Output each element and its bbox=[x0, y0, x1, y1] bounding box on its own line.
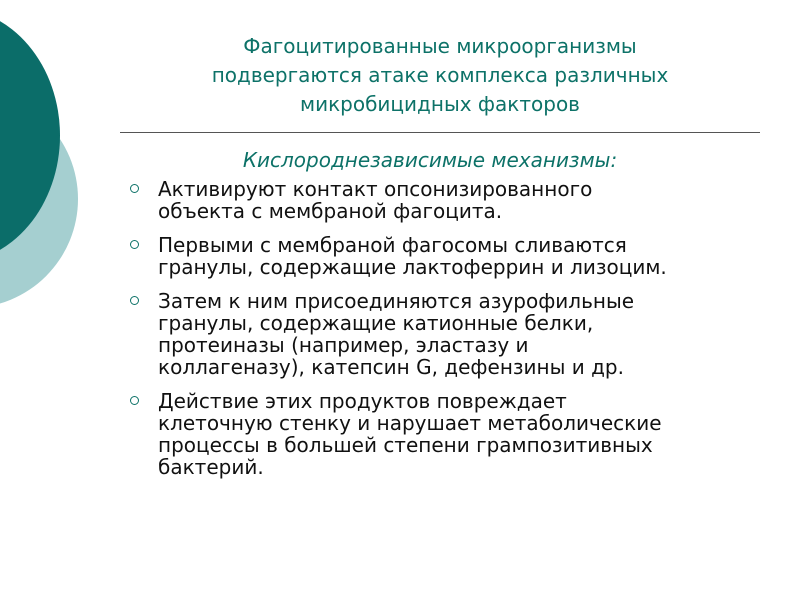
bullet-icon bbox=[130, 296, 139, 305]
slide-title bbox=[150, 32, 730, 119]
bullet-list bbox=[130, 178, 770, 490]
bullet-line: объекта с мембраной фагоцита. bbox=[158, 199, 503, 223]
title-divider bbox=[120, 132, 760, 133]
bullet-text bbox=[158, 290, 770, 378]
bullet-line: Действие этих продуктов повреждает bbox=[158, 389, 567, 413]
bullet-icon bbox=[130, 184, 139, 193]
bullet-line: процессы в большей степени грампозитивных bbox=[158, 433, 653, 457]
slide-title-line: Фагоцитированные микроорганизмы bbox=[243, 34, 637, 58]
slide-title-line: микробицидных факторов bbox=[300, 92, 580, 116]
bullet-text bbox=[158, 234, 770, 278]
bullet-item bbox=[130, 234, 770, 278]
bullet-icon bbox=[130, 396, 139, 405]
bullet-line: гранулы, содержащие катионные белки, bbox=[158, 311, 594, 335]
bullet-line: коллагеназу), катепсин G, дефензины и др. bbox=[158, 355, 624, 379]
bullet-text bbox=[158, 390, 770, 478]
bullet-icon bbox=[130, 240, 139, 249]
bullet-line: протеиназы (например, эластазу и bbox=[158, 333, 529, 357]
bullet-line: Первыми с мембраной фагосомы сливаются bbox=[158, 233, 627, 257]
slide-title-line: подвергаются атаке комплекса различных bbox=[211, 63, 669, 87]
bullet-line: Затем к ним присоединяются азурофильные bbox=[158, 289, 635, 313]
bullet-item bbox=[130, 290, 770, 378]
bullet-line: бактерий. bbox=[158, 455, 264, 479]
bullet-text bbox=[158, 178, 770, 222]
bullet-item bbox=[130, 178, 770, 222]
bullet-line: Активируют контакт опсонизированного bbox=[158, 177, 593, 201]
bullet-line: гранулы, содержащие лактоферрин и лизоцим. bbox=[158, 255, 667, 279]
bullet-line: клеточную стенку и нарушает метаболические bbox=[158, 411, 662, 435]
bullet-item bbox=[130, 390, 770, 478]
section-subtitle: Кислороднезависимые механизмы: bbox=[242, 148, 618, 172]
